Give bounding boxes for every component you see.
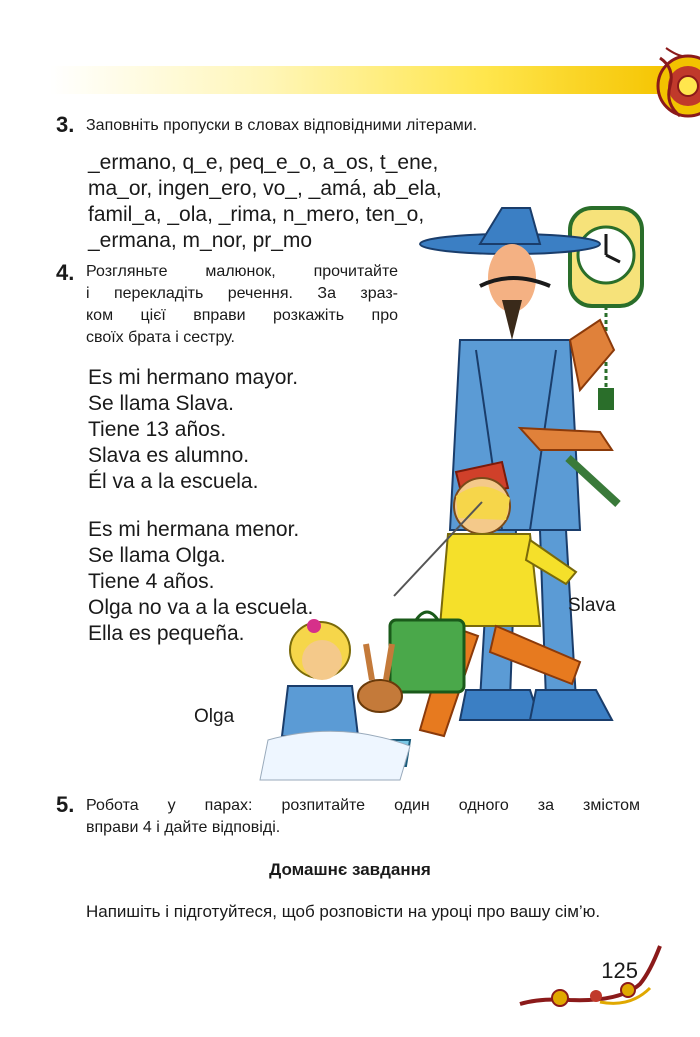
instruction-line: ком цієї вправи розкажіть про xyxy=(86,307,398,324)
word-line: famil_a, _ola, _rima, n_mero, ten_o, xyxy=(88,203,425,226)
story-line: Se llama Slava. xyxy=(88,392,234,415)
word-line: ma_or, ingen_ero, vo_, _amá, ab_ela, xyxy=(88,177,442,200)
story-line: Olga no va a la escuela. xyxy=(88,596,314,619)
label-slava: Slava xyxy=(568,595,616,616)
exercise-4-number: 4. xyxy=(56,260,75,285)
story-line: Él va a la escuela. xyxy=(88,470,259,493)
instruction-line: Розгляньте малюнок, прочитайте xyxy=(86,263,398,280)
instruction-line: своїх брата і сестру. xyxy=(86,329,235,346)
story-line: Es mi hermano mayor. xyxy=(88,366,299,389)
story-line: Es mi hermana menor. xyxy=(88,518,300,541)
label-olga: Olga xyxy=(194,706,235,727)
story-line: Tiene 4 años. xyxy=(88,570,215,593)
page-number: 125 xyxy=(601,958,638,983)
instruction-line: вправи 4 і дайте відповіді. xyxy=(86,819,281,836)
homework-text: Напишіть і підготуйтеся, щоб розповісти на уроці про вашу сім’ю. xyxy=(86,902,601,921)
word-line: _ermano, q_e, peq_e_o, a_os, t_ene, xyxy=(88,151,439,174)
exercise-3-number: 3. xyxy=(56,112,75,137)
story-line: Ella es pequeña. xyxy=(88,622,245,645)
exercise-4-instruction xyxy=(86,261,398,349)
exercise-3-instruction: Заповніть пропуски в словах відповідними літерами. xyxy=(86,117,478,134)
word-line: _ermana, m_nor, pr_mo xyxy=(88,229,313,252)
story-line: Se llama Olga. xyxy=(88,544,226,567)
exercise-5-instruction xyxy=(86,795,640,839)
story-line: Tiene 13 años. xyxy=(88,418,227,441)
homework-title: Домашнє завдання xyxy=(269,860,431,879)
footer-ornament-icon xyxy=(500,942,670,1012)
corner-ornament-icon xyxy=(630,38,700,128)
girl-olga-figure xyxy=(260,619,410,780)
story-line: Slava es alumno. xyxy=(88,444,250,467)
header-bar xyxy=(50,66,670,94)
exercise-5-number: 5. xyxy=(56,792,75,817)
instruction-line: Робота у парах: розпитайте один одного за змістом xyxy=(86,797,640,814)
instruction-line: і перекладіть речення. За зраз- xyxy=(86,285,398,302)
